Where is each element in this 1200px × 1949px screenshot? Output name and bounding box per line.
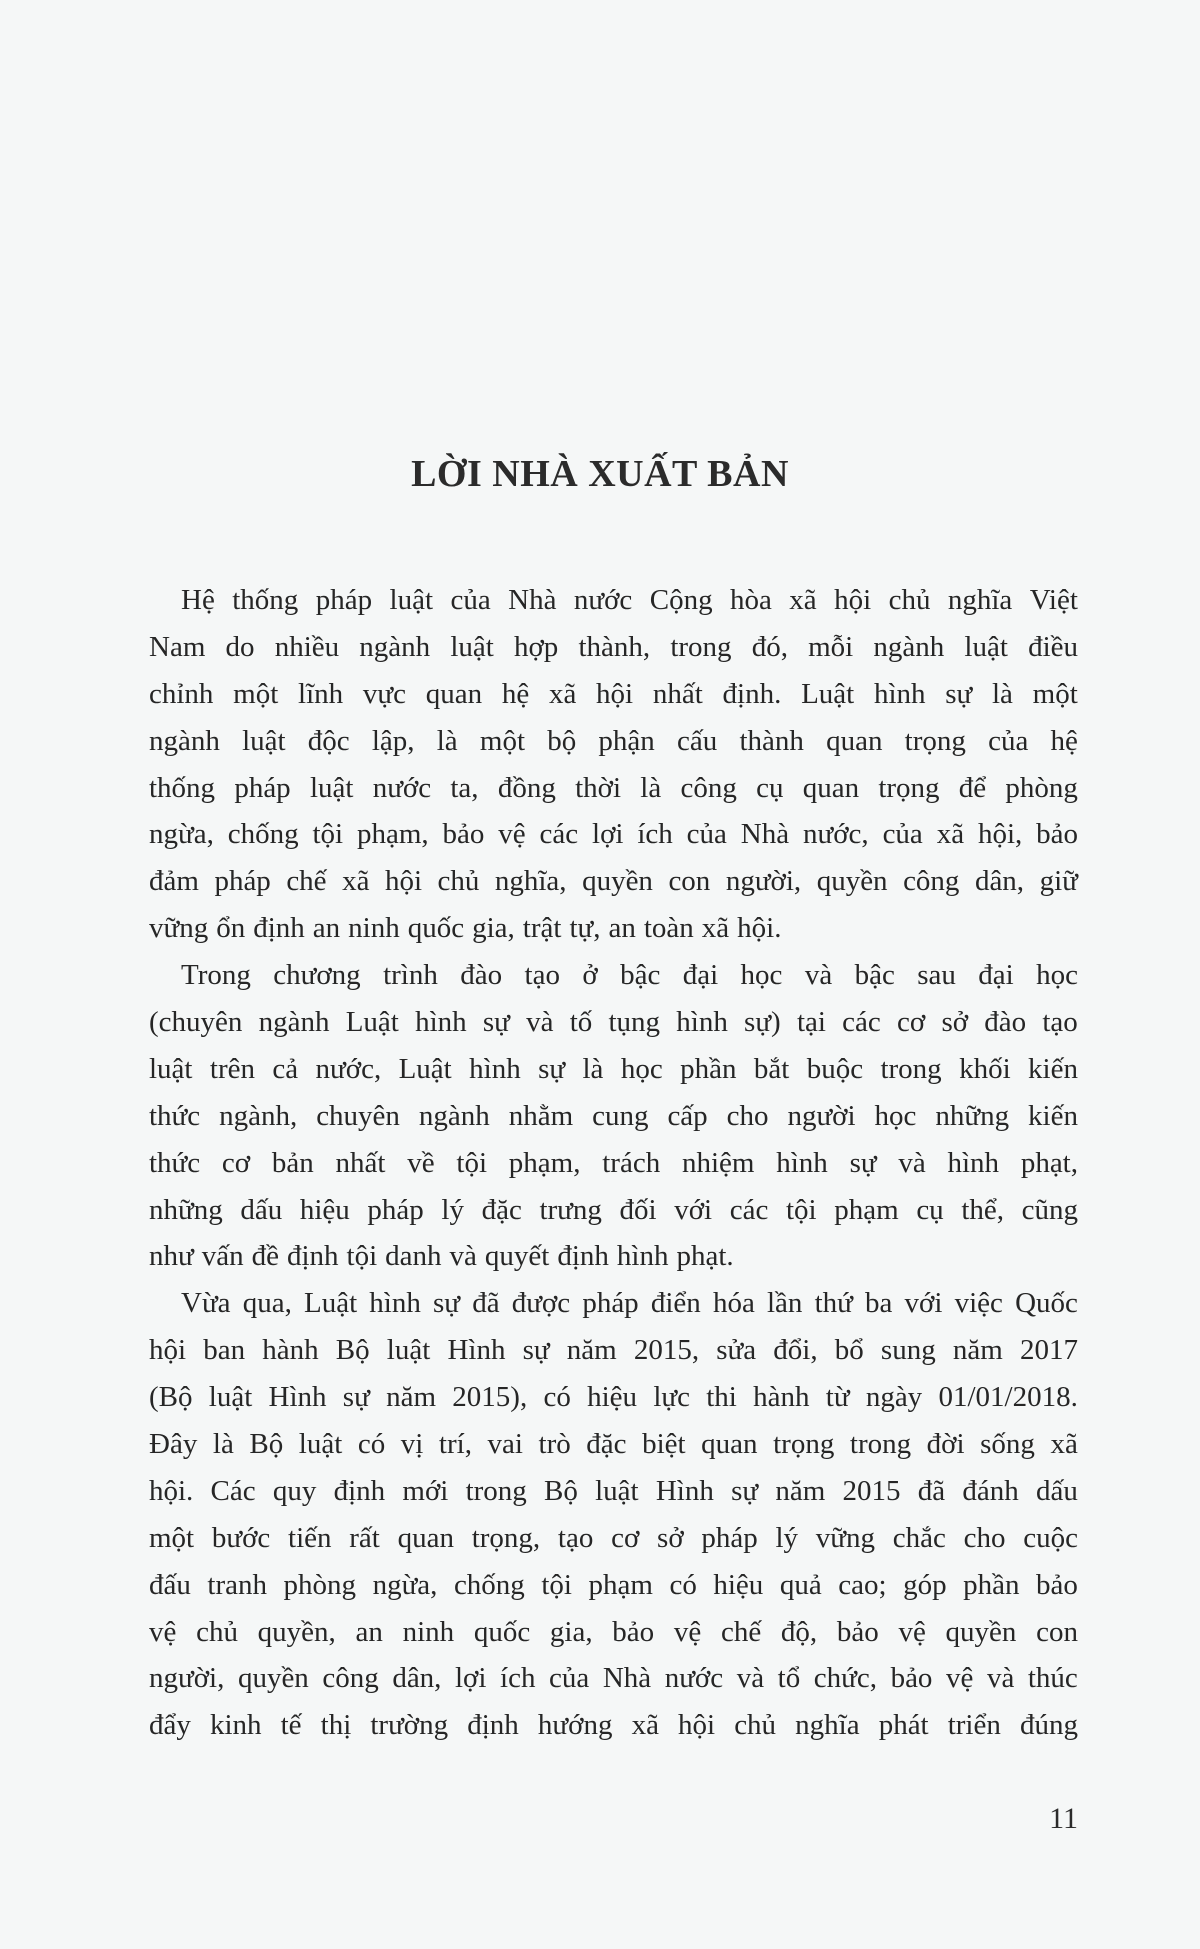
text-line: đẩy kinh tế thị trường định hướng xã hội chủ nghĩa phát triển đúng	[149, 1709, 1078, 1742]
paragraph	[149, 955, 1078, 1283]
body-text	[149, 580, 1078, 1752]
text-line: (chuyên ngành Luật hình sự và tố tụng hình sự) tại các cơ sở đào tạo	[149, 1006, 1078, 1039]
text-line: một bước tiến rất quan trọng, tạo cơ sở pháp lý vững chắc cho cuộc	[149, 1521, 1078, 1554]
text-line: người, quyền công dân, lợi ích của Nhà nước và tổ chức, bảo vệ và thúc	[149, 1662, 1078, 1695]
text-line: hội ban hành Bộ luật Hình sự năm 2015, sửa đổi, bổ sung năm 2017	[149, 1334, 1078, 1367]
text-line: Vừa qua, Luật hình sự đã được pháp điển hóa lần thứ ba với việc Quốc	[181, 1287, 1078, 1320]
page-title: LỜI NHÀ XUẤT BẢN	[411, 453, 789, 495]
text-line: Trong chương trình đào tạo ở bậc đại học và bậc sau đại học	[181, 959, 1078, 992]
text-line: như vấn đề định tội danh và quyết định hình phạt.	[149, 1240, 734, 1273]
text-line: Hệ thống pháp luật của Nhà nước Cộng hòa xã hội chủ nghĩa Việt	[181, 584, 1078, 616]
text-line: vững ổn định an ninh quốc gia, trật tự, an toàn xã hội.	[149, 912, 782, 945]
text-line: hội. Các quy định mới trong Bộ luật Hình sự năm 2015 đã đánh dấu	[149, 1474, 1078, 1507]
page-number: 11	[1049, 1802, 1078, 1835]
text-line: ngừa, chống tội phạm, bảo vệ các lợi ích của Nhà nước, của xã hội, bảo	[149, 818, 1078, 851]
text-line: thức cơ bản nhất về tội phạm, trách nhiệm hình sự và hình phạt,	[149, 1146, 1078, 1179]
paragraph	[149, 1283, 1078, 1752]
paragraph	[149, 580, 1078, 955]
text-line: đảm pháp chế xã hội chủ nghĩa, quyền con người, quyền công dân, giữ	[149, 865, 1078, 898]
text-line: (Bộ luật Hình sự năm 2015), có hiệu lực thi hành từ ngày 01/01/2018.	[149, 1381, 1078, 1414]
text-line: luật trên cả nước, Luật hình sự là học phần bắt buộc trong khối kiến	[149, 1052, 1078, 1085]
text-line: những dấu hiệu pháp lý đặc trưng đối với các tội phạm cụ thể, cũng	[149, 1193, 1078, 1226]
text-line: đấu tranh phòng ngừa, chống tội phạm có hiệu quả cao; góp phần bảo	[149, 1568, 1078, 1601]
text-line: vệ chủ quyền, an ninh quốc gia, bảo vệ chế độ, bảo vệ quyền con	[149, 1615, 1078, 1648]
text-line: ngành luật độc lập, là một bộ phận cấu thành quan trọng của hệ	[149, 724, 1078, 757]
text-line: thức ngành, chuyên ngành nhằm cung cấp cho người học những kiến	[149, 1099, 1078, 1132]
text-line: Đây là Bộ luật có vị trí, vai trò đặc biệt quan trọng trong đời sống xã	[149, 1428, 1078, 1461]
text-line: chỉnh một lĩnh vực quan hệ xã hội nhất định. Luật hình sự là một	[149, 677, 1078, 710]
text-line: Nam do nhiều ngành luật hợp thành, trong đó, mỗi ngành luật điều	[149, 630, 1078, 663]
text-line: thống pháp luật nước ta, đồng thời là công cụ quan trọng để phòng	[149, 771, 1078, 804]
